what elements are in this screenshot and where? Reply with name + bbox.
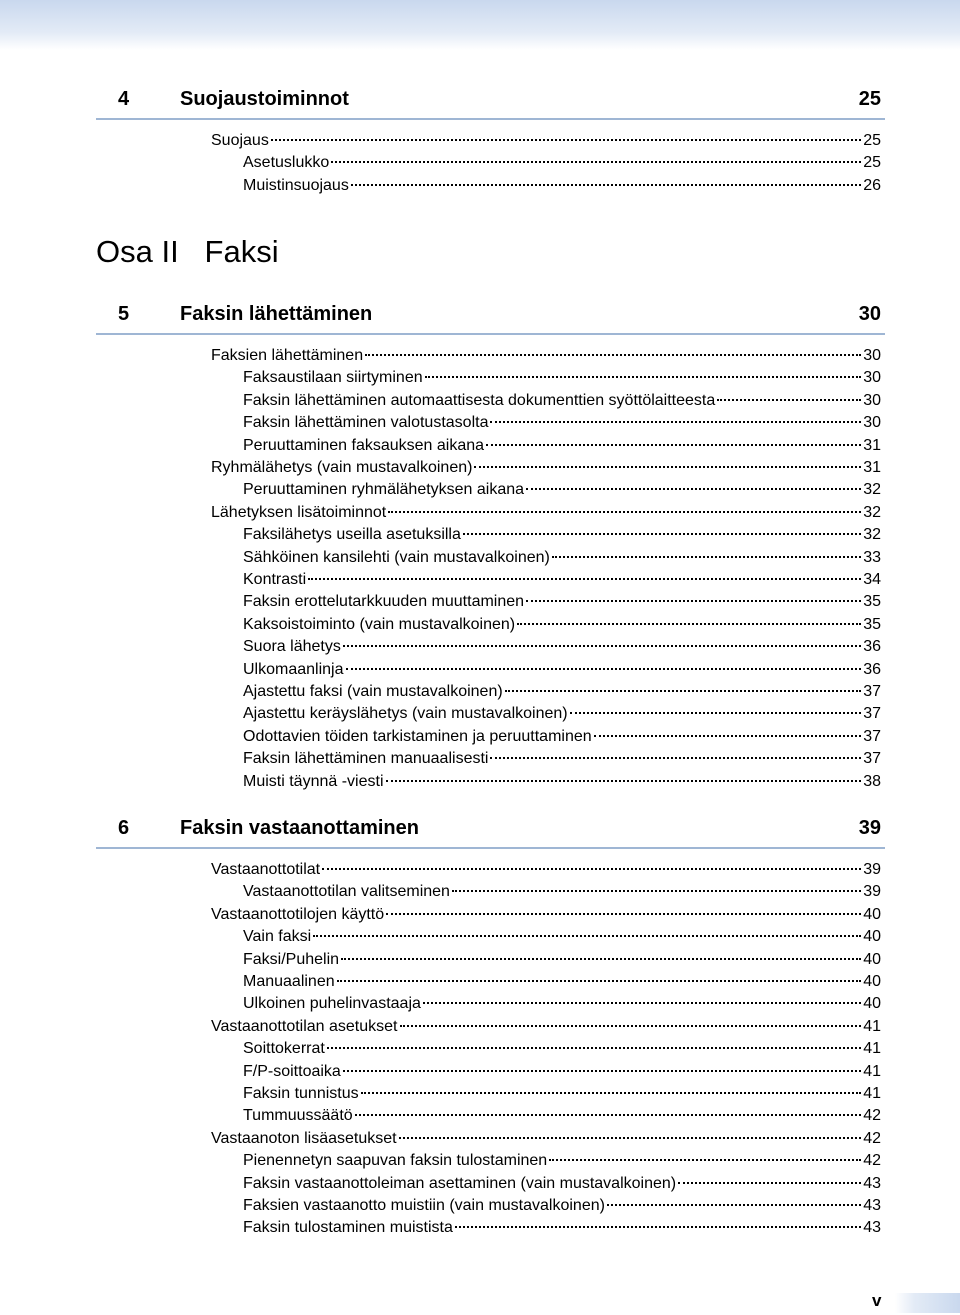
toc-entry-page: 41 [863,1062,881,1080]
toc-entry-page: 32 [863,503,881,521]
dot-leader [549,1159,861,1161]
toc-entry-title: Soittokerrat [243,1040,325,1058]
toc-entry-title: Faksilähetys useilla asetuksilla [243,526,461,544]
chapter-heading[interactable] [96,303,885,335]
toc-entry[interactable] [243,881,881,903]
toc-entry-page: 30 [863,391,881,409]
chapter-title: Faksin vastaanottaminen [180,817,419,839]
toc-entry-page: 31 [863,436,881,454]
toc-entry-title: Faksin lähettäminen automaattisesta dokumenttien syöttölaitteesta [243,391,716,409]
toc-entry-page: 36 [863,638,881,656]
toc-entry-page: 42 [863,1129,881,1147]
dot-leader [423,1002,861,1004]
toc-entry-page: 32 [863,526,881,544]
chapter-number: 6 [118,817,130,839]
chapter-page: 39 [858,817,881,839]
toc-entry[interactable] [243,1105,881,1127]
dot-leader [341,958,861,960]
dot-leader [313,935,861,937]
dot-leader [271,139,861,141]
dot-leader [526,600,861,602]
toc-entry[interactable] [243,1173,881,1195]
dot-leader [607,1204,861,1206]
dot-leader [327,1047,861,1049]
toc-entry[interactable] [243,367,881,389]
toc-entry-page: 40 [863,995,881,1013]
toc-entry-page: 40 [863,973,881,990]
toc-entry[interactable] [243,390,881,412]
toc-entry-title: Vain faksi [243,928,312,946]
toc-entry-page: 37 [863,683,881,700]
toc-entry-title: Faksaustilaan siirtyminen [243,369,423,387]
header-band [0,0,960,50]
chapter-page: 30 [858,303,881,325]
toc-entry[interactable] [243,614,881,636]
dot-leader [474,466,861,468]
dot-leader [365,354,861,356]
toc-entry-page: 25 [863,132,881,149]
dot-leader [594,735,862,737]
toc-entry-page: 43 [863,1219,881,1237]
toc-entry[interactable] [243,152,881,174]
dot-leader [386,913,861,915]
toc-entry-page: 30 [863,369,881,387]
toc-entry[interactable] [243,435,881,457]
toc-entry-page: 43 [863,1174,881,1192]
toc-entry-page: 40 [863,928,881,946]
toc-entry[interactable] [243,681,881,703]
dot-leader [388,511,861,513]
toc-entry-page: 37 [863,705,881,723]
toc-entry-page: 35 [863,615,881,633]
chapter-heading[interactable] [96,88,885,120]
footer-band [895,1293,960,1313]
dot-leader [355,1114,862,1116]
toc-entry-page: 40 [863,950,881,968]
toc-entry-title: Asetuslukko [243,154,330,172]
toc-entry[interactable] [243,926,881,948]
toc-entry[interactable] [211,1128,881,1150]
chapter-title: Suojaustoiminnot [180,88,349,110]
toc-entry[interactable] [211,457,881,479]
toc-entry[interactable] [211,130,881,152]
toc-entry-title: Vastaanottotilan asetukset [211,1017,398,1035]
toc-entry-page: 37 [863,750,881,768]
toc-entry-title: Muisti täynnä -viesti [243,772,384,790]
chapter-title: Faksin lähettäminen [180,303,373,325]
dot-leader [717,399,861,401]
toc-entry-title: Sähköinen kansilehti (vain mustavalkoinen) [243,548,550,566]
dot-leader [361,1092,862,1094]
toc-entry-title: Vastaanottotilojen käyttö [211,905,385,923]
toc-entry-title: Muistinsuojaus [243,176,349,194]
toc-entry-title: Kaksoistoiminto (vain mustavalkoinen) [243,615,516,633]
toc-entry[interactable] [211,859,881,881]
toc-entry-title: Peruuttaminen ryhmälähetyksen aikana [243,481,525,499]
toc-entry[interactable] [243,412,881,434]
toc-entry[interactable] [243,726,881,748]
toc-entry-page: 39 [863,883,881,901]
dot-leader [517,623,861,625]
toc-entry[interactable] [243,993,881,1015]
toc-entry-title: Tummuussäätö [243,1107,353,1125]
toc-entry-page: 35 [863,593,881,611]
dot-leader [490,421,861,423]
dot-leader [351,184,861,186]
toc-entry[interactable] [243,1217,881,1239]
toc-entry-title: Suojaus [211,132,269,149]
toc-entry[interactable] [243,524,881,546]
toc-entry[interactable] [243,175,881,197]
toc-entry-page: 37 [863,727,881,745]
dot-leader [552,556,861,558]
toc-entry-title: Ulkoinen puhelinvastaaja [243,995,421,1013]
toc-entry-page: 41 [863,1040,881,1058]
toc-entry-page: 30 [863,414,881,432]
toc-entry-page: 42 [863,1152,881,1170]
toc-entry[interactable] [243,636,881,658]
toc-entry-title: Ajastettu faksi (vain mustavalkoinen) [243,683,503,700]
dot-leader [452,890,861,892]
dot-leader [486,444,861,446]
toc-entry-page: 43 [863,1197,881,1214]
toc-entry[interactable] [243,703,881,725]
dot-leader [346,668,862,670]
toc-entry-title: Ulkomaanlinja [243,660,344,678]
toc-entry-title: F/P-soittoaika [243,1062,341,1080]
dot-leader [343,1070,861,1072]
dot-leader [490,757,861,759]
dot-leader [386,780,862,782]
toc-entry-page: 39 [863,861,881,878]
toc-entry[interactable] [243,569,881,591]
dot-leader [463,533,861,535]
chapter-heading[interactable] [96,817,885,849]
toc-entry[interactable] [243,771,881,793]
dot-leader [322,868,861,870]
toc-entry[interactable] [243,1150,881,1172]
toc-entry-title: Ajastettu keräyslähetys (vain mustavalkoinen) [243,705,568,723]
dot-leader [337,980,862,982]
toc-entry-page: 41 [863,1085,881,1102]
toc-entry-title: Vastaanottotilat [211,861,321,878]
toc-entry-title: Faksin lähettäminen manuaalisesti [243,750,489,768]
toc-entry-page: 40 [863,905,881,923]
toc-entry[interactable] [211,904,881,926]
toc-entry[interactable] [243,1195,881,1217]
toc-entry-title: Kontrasti [243,571,307,588]
dot-leader [343,645,861,647]
toc-entry-title: Odottavien töiden tarkistaminen ja peruuttaminen [243,727,592,745]
toc-entry-title: Faksien lähettäminen [211,347,364,364]
dot-leader [399,1137,862,1139]
dot-leader [526,488,861,490]
dot-leader [678,1182,861,1184]
dot-leader [331,161,861,163]
dot-leader [400,1025,862,1027]
toc-entry[interactable] [243,949,881,971]
toc-entry-page: 36 [863,660,881,678]
toc-entry-page: 31 [863,459,881,476]
toc-entry-page: 38 [863,772,881,790]
toc-entry-title: Vastaanoton lisäasetukset [211,1129,397,1147]
chapter-number: 4 [118,88,130,110]
toc-entry[interactable] [211,1016,881,1038]
toc-entry-title: Suora lähetys [243,638,341,656]
toc-entry[interactable] [243,971,881,993]
toc-entry[interactable] [243,479,881,501]
toc-entry-title: Faksien vastaanotto muistiin (vain mustavalkoinen) [243,1197,605,1214]
page-number: v [872,1291,882,1310]
chapter-page: 25 [858,88,881,110]
part-label: Osa II [96,234,179,269]
part-title: Faksi [204,234,279,269]
toc-entry-page: 33 [863,548,881,566]
toc-entry[interactable] [211,345,881,367]
dot-leader [308,578,861,580]
toc-entry-title: Faksin vastaanottoleiman asettaminen (vain mustavalkoinen) [243,1174,677,1192]
toc-entry-title: Pienennetyn saapuvan faksin tulostaminen [243,1152,548,1170]
part-heading [96,234,279,270]
toc-entry[interactable] [243,659,881,681]
toc-entry[interactable] [243,1038,881,1060]
toc-entry[interactable] [243,748,881,770]
toc-entry[interactable] [243,547,881,569]
chapter-number: 5 [118,303,130,325]
toc-entry-title: Manuaalinen [243,973,335,990]
dot-leader [455,1226,861,1228]
toc-entry-page: 34 [863,571,881,588]
toc-entry-title: Faksin tulostaminen muistista [243,1219,453,1237]
toc-entry-page: 25 [863,154,881,172]
toc-entry-title: Faksi/Puhelin [243,950,340,968]
toc-entry-title: Faksin erottelutarkkuuden muuttaminen [243,593,525,611]
toc-entry[interactable] [211,502,881,524]
toc-entry-page: 32 [863,481,881,499]
toc-entry-title: Peruuttaminen faksauksen aikana [243,436,485,454]
toc-entry-page: 30 [863,347,881,364]
dot-leader [505,690,862,692]
toc-entry-title: Ryhmälähetys (vain mustavalkoinen) [211,459,473,476]
toc-entry-page: 42 [863,1107,881,1125]
toc-entry-title: Lähetyksen lisätoiminnot [211,503,387,521]
toc-entry-title: Vastaanottotilan valitseminen [243,883,450,901]
toc-entry-page: 41 [863,1017,881,1035]
toc-entry[interactable] [243,1083,881,1105]
toc-entry-title: Faksin lähettäminen valotustasolta [243,414,489,432]
toc-entry-page: 26 [863,176,881,194]
toc-entry-title: Faksin tunnistus [243,1085,359,1102]
toc-entry[interactable] [243,591,881,613]
toc-entry[interactable] [243,1061,881,1083]
dot-leader [570,712,862,714]
dot-leader [425,376,862,378]
